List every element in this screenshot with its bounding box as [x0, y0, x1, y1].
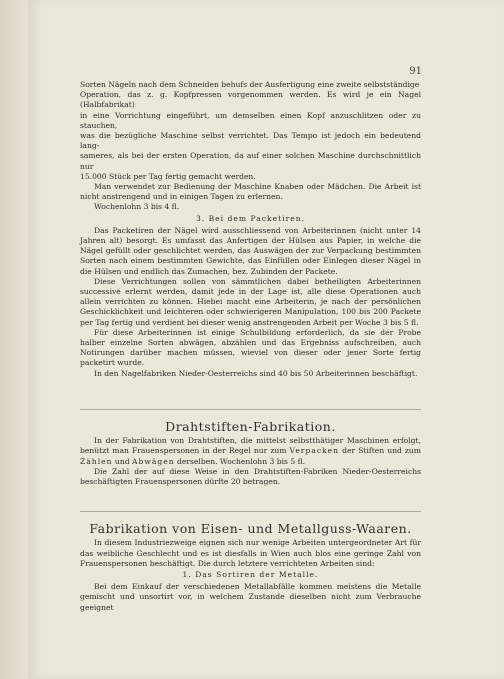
paragraph-line: Operation, das z. g. Kopfpressen vorgenommen werden. Es wird je ein Nagel (Halbfabrikat) — [80, 90, 421, 110]
paragraph-line: sameres, als bei der ersten Operation, da auf einer solchen Maschine durchschnittlich nur — [80, 151, 421, 171]
section-title: Fabrikation von Eisen- und Metallguss-Waaren. — [89, 521, 412, 537]
paragraph: In diesem Industriezweige eignen sich nur wenige Arbeiten untergeordneter Art für das weibliche Geschlecht und es ist diesfalls in Wien auch blos eine geringe Zahl von Frauenspersonen beschäftigt. Die durch letztere verrichteten Arbeiten sind: — [80, 538, 421, 568]
text-run: In der Fabrikation von Drahtstiften, die mittelst selbstthätiger Maschinen erfolgt, benützt man Frauenspersonen in der Regel nur zum — [80, 436, 421, 456]
paragraph: Man verwendet zur Bedienung der Maschine Knaben oder Mädchen. Die Arbeit ist nicht anstrengend und in einigen Tagen zu erlernen. — [80, 182, 421, 202]
paragraph: Bei dem Einkauf der verschiedenen Metallabfälle kommen meistens die Metalle gemischt und unsortirt vor, in welchem Zustande dieselben nicht zum Verbrauche geeignet — [80, 582, 421, 612]
emphasis: Abwägen — [132, 456, 175, 466]
paragraph: Das Packetiren der Nägel wird ausschliessend von Arbeiterinnen (nicht unter 14 Jahren alt) besorgt. Es umfasst das Anfertigen der Hülsen aus Papier, in welche die Nägel gefüllt oder geschlichtet werden, das Auswägen der zur Verpackung bestimmten Sorten nach einem bestimmten Gewichte, das Einfüllen oder Einlegen dieser Nägel in die Hülsen und endlich das Zumachen, bez. Zubinden der Packete. — [80, 225, 421, 276]
paragraph: Für diese Arbeiterinnen ist einige Schulbildung erforderlich, da sie der Probe halber einzelne Sorten abwägen, abzählen und das Ergebniss aufschreiben, auch Notirungen darüber machen müssen, wieviel von dieser oder jener Sorte fertig packetirt wurde. — [80, 327, 421, 368]
paragraph-line: 15.000 Stück per Tag fertig gemacht werden. — [80, 171, 256, 181]
page-body — [80, 80, 421, 613]
paragraph-line: was die bezügliche Maschine selbst verrichtet. Das Tempo ist jedoch ein bedeutend lang- — [80, 131, 421, 151]
emphasis: Zählen — [80, 456, 113, 466]
text-run: derselben. Wochenlohn 3 bis 5 fl. — [174, 456, 306, 466]
book-spine-shadow — [0, 0, 28, 679]
paragraph-line: in eine Vorrichtung eingeführt, um demselben einen Kopf anzuschlitzen oder zu stauchen, — [80, 110, 421, 130]
paragraph-line: Sorten Nägeln nach dem Schneiden behufs der Ausfertigung eine zweite selbstständige — [80, 80, 420, 89]
paragraph: Die Zahl der auf diese Weise in den Drahtstiften-Fabriken Nieder-Oesterreichs beschäftigten Frauenspersonen dürfte 20 betragen. — [80, 466, 421, 486]
paragraph: In den Nagelfabriken Nieder-Oesterreichs sind 40 bis 50 Arbeiterinnen beschäftigt. — [94, 368, 418, 378]
emphasis: Verpacken — [289, 446, 340, 456]
wage-line: Wochenlohn 3 bis 4 fl. — [94, 202, 180, 212]
paragraph — [80, 436, 421, 467]
paragraph: Diese Verrichtungen sollen von sämmtlichen dabei betheiligten Arbeiterinnen successive erlernt werden, damit jede in der Lage ist, alle diese Operationen auch allein verrichten zu können. Hiebei macht eine Arbeiterin, je nach der persönlichen Geschicklichkeit und leichteren oder schwierigeren Manipulation, 100 bis 200 Packete per Tag fertig und verdient bei dieser wenig anstrengenden Arbeit per Woche 3 bis 5 fl. — [80, 276, 421, 327]
section-title: Drahtstiften-Fabrikation. — [165, 418, 336, 434]
subsection-heading: 1. Das Sortiren der Metalle. — [182, 569, 319, 579]
page-number: 91 — [409, 66, 422, 77]
text-run: der Stiften und zum — [339, 446, 421, 456]
text-run: und — [112, 456, 132, 466]
subsection-heading: 3. Bei dem Packetiren. — [195, 213, 306, 223]
